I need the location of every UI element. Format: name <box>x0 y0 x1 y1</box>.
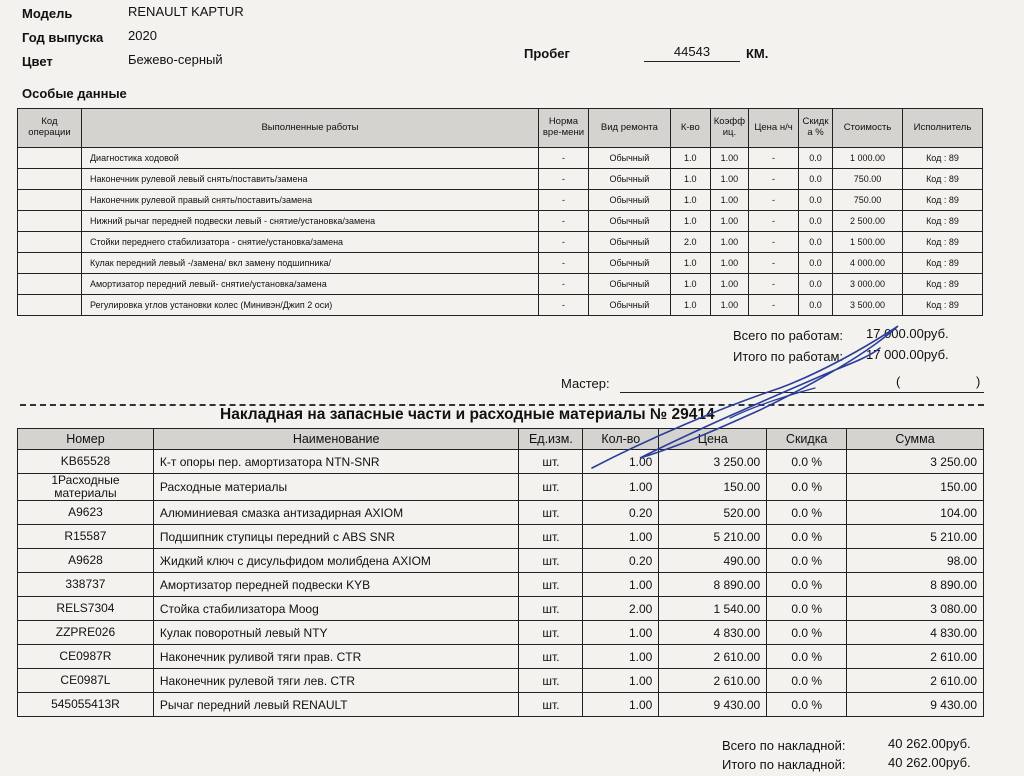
mileage-label: Пробег <box>524 46 570 61</box>
works-cell-norm: - <box>538 169 588 190</box>
works-cell-code <box>18 274 82 295</box>
works-col-norm: Норма вре-мени <box>538 109 588 148</box>
works-cell-code <box>18 211 82 232</box>
parts-cell-sum: 9 430.00 <box>847 693 984 717</box>
parts-cell-discount: 0.0 % <box>767 573 847 597</box>
parts-total-value: 40 262.00руб. <box>888 736 971 751</box>
works-total-label: Всего по работам: <box>733 328 844 343</box>
works-col-coef: Коэфф иц. <box>710 109 748 148</box>
works-cell-cost: 1 000.00 <box>833 148 903 169</box>
works-row <box>18 232 983 253</box>
works-cell-type: Обычный <box>588 148 670 169</box>
parts-row <box>18 501 984 525</box>
works-cell-cost: 750.00 <box>833 190 903 211</box>
parts-cell-sum: 8 890.00 <box>847 573 984 597</box>
works-cell-norm: - <box>538 274 588 295</box>
parts-cell-qty: 1.00 <box>583 693 659 717</box>
special-data-title: Особые данные <box>22 86 127 101</box>
model-label: Модель <box>22 6 73 21</box>
parts-cell-price: 4 830.00 <box>659 621 767 645</box>
works-cell-price: - <box>749 211 799 232</box>
works-cell-code <box>18 190 82 211</box>
parts-cell-price: 3 250.00 <box>659 450 767 474</box>
works-row <box>18 148 983 169</box>
works-cell-norm: - <box>538 148 588 169</box>
works-row <box>18 253 983 274</box>
works-cell-norm: - <box>538 253 588 274</box>
works-col-qty: К-во <box>670 109 710 148</box>
works-cell-type: Обычный <box>588 169 670 190</box>
parts-cell-discount: 0.0 % <box>767 525 847 549</box>
works-cell-desc: Наконечник рулевой правый снять/поставить/замена <box>81 190 538 211</box>
works-cell-qty: 1.0 <box>670 295 710 316</box>
parts-cell-sum: 104.00 <box>847 501 984 525</box>
parts-cell-num: CE0987L <box>18 669 154 693</box>
master-paren-close: ) <box>976 374 981 389</box>
works-cell-coef: 1.00 <box>710 169 748 190</box>
works-cell-coef: 1.00 <box>710 190 748 211</box>
parts-cell-name: Амортизатор передней подвески KYB <box>153 573 519 597</box>
parts-cell-name: Подшипник ступицы передний с ABS SNR <box>153 525 519 549</box>
master-label: Мастер: <box>561 376 610 391</box>
parts-row <box>18 693 984 717</box>
parts-cell-num: R15587 <box>18 525 154 549</box>
parts-cell-qty: 0.20 <box>583 549 659 573</box>
works-col-type: Вид ремонта <box>588 109 670 148</box>
works-cell-discount: 0.0 <box>799 253 833 274</box>
works-cell-norm: - <box>538 295 588 316</box>
parts-cell-name: Наконечник рулевой тяги лев. CTR <box>153 669 519 693</box>
mileage-unit: КМ. <box>746 46 769 61</box>
works-cell-type: Обычный <box>588 253 670 274</box>
parts-total-label: Всего по накладной: <box>722 738 846 753</box>
works-cell-type: Обычный <box>588 190 670 211</box>
works-cell-executor: Код : 89 <box>902 211 982 232</box>
works-cell-cost: 2 500.00 <box>833 211 903 232</box>
works-cell-coef: 1.00 <box>710 253 748 274</box>
parts-cell-sum: 3 250.00 <box>847 450 984 474</box>
parts-cell-sum: 150.00 <box>847 474 984 501</box>
works-cell-price: - <box>749 295 799 316</box>
parts-row <box>18 597 984 621</box>
parts-cell-qty: 0.20 <box>583 501 659 525</box>
parts-cell-unit: шт. <box>519 501 583 525</box>
parts-title: Накладная на запасные части и расходные материалы № 29414 <box>220 406 715 423</box>
works-table <box>17 108 983 316</box>
works-cell-qty: 1.0 <box>670 148 710 169</box>
parts-cell-price: 5 210.00 <box>659 525 767 549</box>
parts-cell-num: CE0987R <box>18 645 154 669</box>
works-cell-price: - <box>749 253 799 274</box>
works-cell-discount: 0.0 <box>799 169 833 190</box>
works-cell-norm: - <box>538 232 588 253</box>
works-col-executor: Исполнитель <box>902 109 982 148</box>
parts-cell-name: Стойка стабилизатора Moog <box>153 597 519 621</box>
works-cell-discount: 0.0 <box>799 148 833 169</box>
parts-col-unit: Ед.изм. <box>519 429 583 450</box>
parts-cell-name: Алюминиевая смазка антизадирная AXIOM <box>153 501 519 525</box>
parts-cell-discount: 0.0 % <box>767 645 847 669</box>
works-cell-coef: 1.00 <box>710 211 748 232</box>
works-grand-value: 17 000.00руб. <box>866 347 949 362</box>
works-cell-price: - <box>749 232 799 253</box>
parts-cell-discount: 0.0 % <box>767 621 847 645</box>
works-cell-executor: Код : 89 <box>902 148 982 169</box>
parts-cell-sum: 5 210.00 <box>847 525 984 549</box>
works-cell-qty: 1.0 <box>670 169 710 190</box>
works-cell-cost: 4 000.00 <box>833 253 903 274</box>
works-cell-desc: Нижний рычаг передней подвески левый - снятие/установка/замена <box>81 211 538 232</box>
year-value: 2020 <box>128 28 157 43</box>
parts-cell-qty: 1.00 <box>583 669 659 693</box>
parts-cell-qty: 2.00 <box>583 597 659 621</box>
parts-cell-unit: шт. <box>519 645 583 669</box>
parts-cell-discount: 0.0 % <box>767 450 847 474</box>
works-cell-desc: Амортизатор передний левый- снятие/установка/замена <box>81 274 538 295</box>
parts-cell-qty: 1.00 <box>583 450 659 474</box>
parts-cell-num: A9623 <box>18 501 154 525</box>
parts-cell-unit: шт. <box>519 450 583 474</box>
mileage-value: 44543 <box>644 44 740 62</box>
parts-col-name: Наименование <box>153 429 519 450</box>
parts-cell-num: 338737 <box>18 573 154 597</box>
parts-cell-unit: шт. <box>519 597 583 621</box>
works-cell-coef: 1.00 <box>710 232 748 253</box>
works-cell-coef: 1.00 <box>710 295 748 316</box>
parts-cell-qty: 1.00 <box>583 621 659 645</box>
color-value: Бежево-серный <box>128 52 223 67</box>
works-cell-discount: 0.0 <box>799 190 833 211</box>
works-cell-executor: Код : 89 <box>902 274 982 295</box>
parts-cell-num: KB65528 <box>18 450 154 474</box>
works-cell-qty: 2.0 <box>670 232 710 253</box>
parts-row <box>18 669 984 693</box>
parts-cell-price: 2 610.00 <box>659 645 767 669</box>
parts-cell-price: 150.00 <box>659 474 767 501</box>
works-cell-desc: Регулировка углов установки колес (Минивэн/Джип 2 оси) <box>81 295 538 316</box>
works-cell-discount: 0.0 <box>799 295 833 316</box>
works-cell-price: - <box>749 274 799 295</box>
works-cell-code <box>18 148 82 169</box>
works-row <box>18 190 983 211</box>
works-cell-qty: 1.0 <box>670 253 710 274</box>
parts-cell-price: 8 890.00 <box>659 573 767 597</box>
works-cell-qty: 1.0 <box>670 274 710 295</box>
works-cell-price: - <box>749 148 799 169</box>
works-cell-cost: 3 000.00 <box>833 274 903 295</box>
parts-row <box>18 525 984 549</box>
works-cell-type: Обычный <box>588 295 670 316</box>
color-label: Цвет <box>22 54 53 69</box>
year-label: Год выпуска <box>22 30 104 45</box>
works-cell-executor: Код : 89 <box>902 253 982 274</box>
works-cell-code <box>18 232 82 253</box>
works-col-discount: Скидк а % <box>799 109 833 148</box>
works-cell-desc: Наконечник рулевой левый снять/поставить/замена <box>81 169 538 190</box>
works-cell-norm: - <box>538 211 588 232</box>
works-cell-desc: Кулак передний левый -/замена/ вкл замену подшипника/ <box>81 253 538 274</box>
works-cell-coef: 1.00 <box>710 274 748 295</box>
parts-cell-unit: шт. <box>519 573 583 597</box>
parts-col-qty: Кол-во <box>583 429 659 450</box>
master-signature <box>580 318 920 478</box>
parts-cell-num: 545055413R <box>18 693 154 717</box>
works-total-value: 17 000.00руб. <box>866 326 949 341</box>
works-cell-executor: Код : 89 <box>902 190 982 211</box>
parts-cell-name: Наконечник руливой тяги прав. CTR <box>153 645 519 669</box>
parts-cell-sum: 2 610.00 <box>847 645 984 669</box>
works-cell-discount: 0.0 <box>799 232 833 253</box>
works-cell-qty: 1.0 <box>670 211 710 232</box>
parts-col-price: Цена <box>659 429 767 450</box>
parts-cell-discount: 0.0 % <box>767 669 847 693</box>
parts-cell-sum: 3 080.00 <box>847 597 984 621</box>
works-col-code: Код операции <box>18 109 82 148</box>
parts-cell-unit: шт. <box>519 621 583 645</box>
parts-cell-num: RELS7304 <box>18 597 154 621</box>
works-row <box>18 169 983 190</box>
parts-cell-qty: 1.00 <box>583 645 659 669</box>
parts-cell-discount: 0.0 % <box>767 693 847 717</box>
parts-row <box>18 621 984 645</box>
parts-cell-unit: шт. <box>519 525 583 549</box>
works-row <box>18 295 983 316</box>
parts-cell-unit: шт. <box>519 669 583 693</box>
works-col-price: Цена н/ч <box>749 109 799 148</box>
parts-cell-name: Расходные материалы <box>153 474 519 501</box>
parts-cell-unit: шт. <box>519 693 583 717</box>
parts-row <box>18 645 984 669</box>
model-value: RENAULT KAPTUR <box>128 4 244 19</box>
works-cell-executor: Код : 89 <box>902 169 982 190</box>
works-col-desc: Выполненные работы <box>81 109 538 148</box>
works-cell-qty: 1.0 <box>670 190 710 211</box>
works-cell-desc: Диагностика ходовой <box>81 148 538 169</box>
works-cell-norm: - <box>538 190 588 211</box>
works-cell-discount: 0.0 <box>799 211 833 232</box>
works-cell-desc: Стойки переднего стабилизатора - снятие/установка/замена <box>81 232 538 253</box>
works-row <box>18 211 983 232</box>
works-cell-type: Обычный <box>588 232 670 253</box>
parts-cell-price: 9 430.00 <box>659 693 767 717</box>
parts-cell-num: A9628 <box>18 549 154 573</box>
works-grand-label: Итого по работам: <box>733 349 843 364</box>
parts-cell-price: 2 610.00 <box>659 669 767 693</box>
works-cell-code <box>18 169 82 190</box>
parts-grand-value: 40 262.00руб. <box>888 755 971 770</box>
works-cell-type: Обычный <box>588 211 670 232</box>
parts-col-num: Номер <box>18 429 154 450</box>
works-cell-code <box>18 253 82 274</box>
works-header-row <box>18 109 983 148</box>
parts-row <box>18 573 984 597</box>
parts-cell-price: 1 540.00 <box>659 597 767 621</box>
parts-cell-discount: 0.0 % <box>767 474 847 501</box>
parts-cell-discount: 0.0 % <box>767 549 847 573</box>
parts-cell-sum: 2 610.00 <box>847 669 984 693</box>
parts-cell-name: Жидкий ключ с дисульфидом молибдена AXIOM <box>153 549 519 573</box>
master-paren-open: ( <box>896 374 901 389</box>
works-cell-price: - <box>749 169 799 190</box>
parts-cell-num: ZZPRE026 <box>18 621 154 645</box>
parts-cell-qty: 1.00 <box>583 525 659 549</box>
parts-cell-discount: 0.0 % <box>767 597 847 621</box>
parts-cell-qty: 1.00 <box>583 573 659 597</box>
works-col-cost: Стоимость <box>833 109 903 148</box>
works-cell-price: - <box>749 190 799 211</box>
works-row <box>18 274 983 295</box>
parts-cell-name: Кулак поворотный левый NTY <box>153 621 519 645</box>
works-cell-code <box>18 295 82 316</box>
parts-cell-sum: 98.00 <box>847 549 984 573</box>
parts-cell-sum: 4 830.00 <box>847 621 984 645</box>
works-cell-executor: Код : 89 <box>902 232 982 253</box>
works-cell-discount: 0.0 <box>799 274 833 295</box>
parts-cell-name: Рычаг передний левый RENAULT <box>153 693 519 717</box>
works-cell-cost: 750.00 <box>833 169 903 190</box>
parts-row <box>18 549 984 573</box>
works-cell-cost: 3 500.00 <box>833 295 903 316</box>
works-cell-executor: Код : 89 <box>902 295 982 316</box>
works-cell-cost: 1 500.00 <box>833 232 903 253</box>
parts-grand-label: Итого по накладной: <box>722 757 846 772</box>
works-cell-type: Обычный <box>588 274 670 295</box>
parts-cell-name: К-т опоры пер. амортизатора NTN-SNR <box>153 450 519 474</box>
parts-cell-discount: 0.0 % <box>767 501 847 525</box>
parts-cell-price: 520.00 <box>659 501 767 525</box>
parts-col-discount: Скидка <box>767 429 847 450</box>
parts-cell-num: 1Расходные материалы <box>18 474 154 501</box>
parts-cell-qty: 1.00 <box>583 474 659 501</box>
parts-cell-unit: шт. <box>519 549 583 573</box>
parts-col-sum: Сумма <box>847 429 984 450</box>
works-cell-coef: 1.00 <box>710 148 748 169</box>
parts-cell-unit: шт. <box>519 474 583 501</box>
parts-cell-price: 490.00 <box>659 549 767 573</box>
